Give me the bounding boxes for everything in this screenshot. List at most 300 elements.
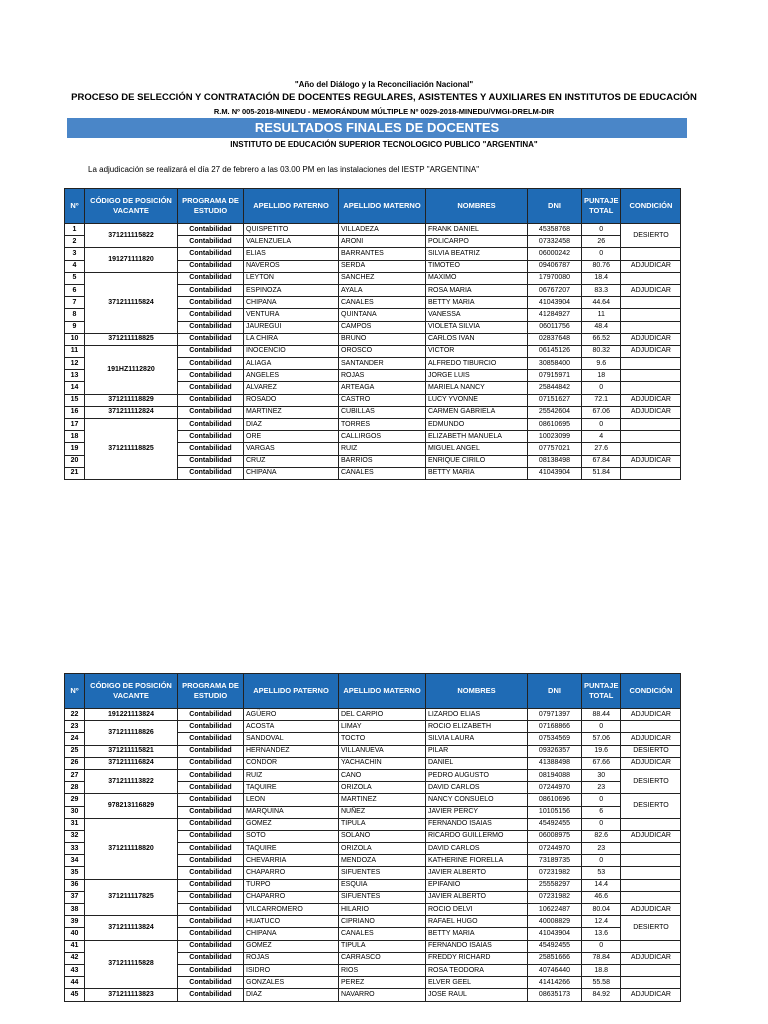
study-program: Contabilidad	[178, 406, 244, 418]
header-col-condition: CONDICIÓN	[621, 674, 681, 709]
total-score: 0	[582, 818, 621, 830]
first-names: LIZARDO ELIAS	[426, 709, 528, 721]
row-number: 30	[65, 806, 85, 818]
paternal-surname: HUATUCO	[244, 916, 339, 928]
vacancy-code: 371211113824	[85, 916, 178, 940]
total-score: 0	[582, 248, 621, 260]
table-row	[65, 272, 681, 284]
first-names: MARIELA NANCY	[426, 382, 528, 394]
paternal-surname: TURPO	[244, 879, 339, 891]
table-header-row	[65, 674, 681, 709]
table-row	[65, 794, 681, 806]
condition-status	[621, 382, 681, 394]
first-names: TIMOTEO	[426, 260, 528, 272]
row-number: 36	[65, 879, 85, 891]
total-score: 80.76	[582, 260, 621, 272]
condition-status: DESIERTO	[621, 224, 681, 248]
dni: 41388498	[528, 757, 582, 769]
study-program: Contabilidad	[178, 709, 244, 721]
study-program: Contabilidad	[178, 370, 244, 382]
condition-status: ADJUDICAR	[621, 260, 681, 272]
resolution-line: R.M. Nº 005-2018-MINEDU - MEMORÁNDUM MÚLTIPLE Nº 0029-2018-MINEDU/VMGI-DRELM-DIR	[213, 107, 555, 116]
paternal-surname: MARTINEZ	[244, 406, 339, 418]
first-names: RAFAEL HUGO	[426, 916, 528, 928]
condition-status	[621, 248, 681, 260]
first-names: LUCY YVONNE	[426, 394, 528, 406]
first-names: JAVIER PERCY	[426, 806, 528, 818]
header-col-maternal: APELLIDO MATERNO	[339, 674, 426, 709]
condition-status	[621, 940, 681, 952]
study-program: Contabilidad	[178, 928, 244, 940]
dni: 09406787	[528, 260, 582, 272]
condition-status	[621, 309, 681, 321]
header-col-names: NOMBRES	[426, 189, 528, 224]
dni: 07231982	[528, 891, 582, 903]
row-number: 21	[65, 467, 85, 479]
row-number: 8	[65, 309, 85, 321]
total-score: 66.52	[582, 333, 621, 345]
condition-status	[621, 321, 681, 333]
maternal-surname: OROSCO	[339, 345, 426, 357]
vacancy-code: 371211113823	[85, 989, 178, 1001]
dni: 07971397	[528, 709, 582, 721]
study-program: Contabilidad	[178, 782, 244, 794]
table-row	[65, 709, 681, 721]
row-number: 28	[65, 782, 85, 794]
study-program: Contabilidad	[178, 297, 244, 309]
dni: 41414266	[528, 977, 582, 989]
paternal-surname: CHAPARRO	[244, 891, 339, 903]
dni: 73189735	[528, 855, 582, 867]
condition-status	[621, 818, 681, 830]
header-col-program: PROGRAMA DE ESTUDIO	[178, 674, 244, 709]
condition-status: ADJUDICAR	[621, 345, 681, 357]
condition-status	[621, 419, 681, 431]
maternal-surname: DEL CARPIO	[339, 709, 426, 721]
maternal-surname: LIMAY	[339, 721, 426, 733]
paternal-surname: CHIPANA	[244, 297, 339, 309]
row-number: 19	[65, 443, 85, 455]
study-program: Contabilidad	[178, 248, 244, 260]
row-number: 7	[65, 297, 85, 309]
row-number: 2	[65, 236, 85, 248]
paternal-surname: LEON	[244, 794, 339, 806]
header-col-paternal: APELLIDO PATERNO	[244, 189, 339, 224]
table-row	[65, 394, 681, 406]
paternal-surname: VALENZUELA	[244, 236, 339, 248]
dni: 06011756	[528, 321, 582, 333]
header-col-number: Nº	[65, 189, 85, 224]
study-program: Contabilidad	[178, 806, 244, 818]
first-names: JORGE LUIS	[426, 370, 528, 382]
maternal-surname: PEREZ	[339, 977, 426, 989]
paternal-surname: RUIZ	[244, 769, 339, 781]
dni: 30858400	[528, 358, 582, 370]
results-table-2	[64, 673, 681, 1002]
total-score: 0	[582, 940, 621, 952]
vacancy-code: 371211113822	[85, 769, 178, 793]
paternal-surname: AGÜERO	[244, 709, 339, 721]
paternal-surname: ALVAREZ	[244, 382, 339, 394]
dni: 07915971	[528, 370, 582, 382]
paternal-surname: ORE	[244, 431, 339, 443]
paternal-surname: DIAZ	[244, 419, 339, 431]
header-col-score: PUNTAJE TOTAL	[582, 189, 621, 224]
first-names: KATHERINE FIORELLA	[426, 855, 528, 867]
first-names: ROCIO ELIZABETH	[426, 721, 528, 733]
maternal-surname: TOCTO	[339, 733, 426, 745]
vacancy-code: 371211118825	[85, 333, 178, 345]
dni: 07244970	[528, 843, 582, 855]
study-program: Contabilidad	[178, 757, 244, 769]
dni: 08610696	[528, 794, 582, 806]
maternal-surname: BARRANTES	[339, 248, 426, 260]
first-names: ROCIO DELVI	[426, 904, 528, 916]
study-program: Contabilidad	[178, 977, 244, 989]
paternal-surname: DIAZ	[244, 989, 339, 1001]
paternal-surname: MARQUINA	[244, 806, 339, 818]
row-number: 12	[65, 358, 85, 370]
maternal-surname: SERDA	[339, 260, 426, 272]
dni: 06000242	[528, 248, 582, 260]
dni: 08610695	[528, 419, 582, 431]
study-program: Contabilidad	[178, 733, 244, 745]
condition-status	[621, 879, 681, 891]
maternal-surname: CANO	[339, 769, 426, 781]
row-number: 43	[65, 964, 85, 976]
total-score: 67.06	[582, 406, 621, 418]
total-score: 27.6	[582, 443, 621, 455]
dni: 41043904	[528, 297, 582, 309]
study-program: Contabilidad	[178, 443, 244, 455]
study-program: Contabilidad	[178, 431, 244, 443]
paternal-surname: ACOSTA	[244, 721, 339, 733]
condition-status: ADJUDICAR	[621, 830, 681, 842]
study-program: Contabilidad	[178, 879, 244, 891]
paternal-surname: SOTO	[244, 830, 339, 842]
first-names: DANIEL	[426, 757, 528, 769]
condition-status	[621, 297, 681, 309]
row-number: 5	[65, 272, 85, 284]
maternal-surname: CANALES	[339, 467, 426, 479]
condition-status	[621, 370, 681, 382]
table-row	[65, 248, 681, 260]
results-table-1	[64, 188, 681, 480]
condition-status: ADJUDICAR	[621, 757, 681, 769]
paternal-surname: INOCENCIO	[244, 345, 339, 357]
row-number: 23	[65, 721, 85, 733]
paternal-surname: ROSADO	[244, 394, 339, 406]
row-number: 9	[65, 321, 85, 333]
total-score: 67.84	[582, 455, 621, 467]
motto: "Año del Diálogo y la Reconciliación Nacional"	[294, 80, 474, 89]
row-number: 11	[65, 345, 85, 357]
vacancy-code: 371211118826	[85, 721, 178, 745]
total-score: 72.1	[582, 394, 621, 406]
first-names: CARLOS IVAN	[426, 333, 528, 345]
condition-status	[621, 272, 681, 284]
paternal-surname: GOMEZ	[244, 940, 339, 952]
row-number: 27	[65, 769, 85, 781]
row-number: 13	[65, 370, 85, 382]
maternal-surname: ARONI	[339, 236, 426, 248]
total-score: 18	[582, 370, 621, 382]
condition-status	[621, 358, 681, 370]
condition-status: DESIERTO	[621, 916, 681, 940]
condition-status	[621, 843, 681, 855]
study-program: Contabilidad	[178, 224, 244, 236]
dni: 09326357	[528, 745, 582, 757]
dni: 07168866	[528, 721, 582, 733]
table-row	[65, 333, 681, 345]
condition-status	[621, 867, 681, 879]
study-program: Contabilidad	[178, 769, 244, 781]
vacancy-code: 371211115824	[85, 272, 178, 333]
paternal-surname: ALIAGA	[244, 358, 339, 370]
maternal-surname: SIFUENTES	[339, 867, 426, 879]
study-program: Contabilidad	[178, 891, 244, 903]
header-col-code: CÓDIGO DE POSICIÓN VACANTE	[85, 674, 178, 709]
total-score: 0	[582, 794, 621, 806]
first-names: VICTOR	[426, 345, 528, 357]
total-score: 55.58	[582, 977, 621, 989]
vacancy-code: 191HZ1112820	[85, 345, 178, 394]
dni: 08138498	[528, 455, 582, 467]
first-names: PEDRO AUGUSTO	[426, 769, 528, 781]
institute-name: INSTITUTO DE EDUCACIÓN SUPERIOR TECNOLOGICO PUBLICO "ARGENTINA"	[230, 140, 538, 149]
paternal-surname: VILCARROMERO	[244, 904, 339, 916]
dni: 40008829	[528, 916, 582, 928]
paternal-surname: ROJAS	[244, 952, 339, 964]
maternal-surname: NAVARRO	[339, 989, 426, 1001]
condition-status: DESIERTO	[621, 745, 681, 757]
row-number: 35	[65, 867, 85, 879]
first-names: JAVIER ALBERTO	[426, 867, 528, 879]
paternal-surname: GOMEZ	[244, 818, 339, 830]
total-score: 18.8	[582, 964, 621, 976]
condition-status: DESIERTO	[621, 769, 681, 793]
vacancy-code: 371211118825	[85, 419, 178, 480]
study-program: Contabilidad	[178, 284, 244, 296]
total-score: 82.6	[582, 830, 621, 842]
dni: 10622487	[528, 904, 582, 916]
total-score: 78.84	[582, 952, 621, 964]
condition-status: ADJUDICAR	[621, 455, 681, 467]
first-names: ELIZABETH MANUELA	[426, 431, 528, 443]
first-names: BETTY MARIA	[426, 928, 528, 940]
maternal-surname: SOLANO	[339, 830, 426, 842]
maternal-surname: BARRIOS	[339, 455, 426, 467]
dni: 45358768	[528, 224, 582, 236]
condition-status	[621, 891, 681, 903]
study-program: Contabilidad	[178, 989, 244, 1001]
row-number: 10	[65, 333, 85, 345]
study-program: Contabilidad	[178, 794, 244, 806]
condition-status	[621, 467, 681, 479]
maternal-surname: CUBILLAS	[339, 406, 426, 418]
maternal-surname: BRUNO	[339, 333, 426, 345]
condition-status: ADJUDICAR	[621, 904, 681, 916]
condition-status: ADJUDICAR	[621, 952, 681, 964]
maternal-surname: CALLIRGOS	[339, 431, 426, 443]
condition-status	[621, 721, 681, 733]
first-names: SILVIA BEATRIZ	[426, 248, 528, 260]
vacancy-code: 371211117825	[85, 879, 178, 916]
first-names: NANCY CONSUELO	[426, 794, 528, 806]
first-names: DAVID CARLOS	[426, 843, 528, 855]
dni: 17970080	[528, 272, 582, 284]
paternal-surname: ANGELES	[244, 370, 339, 382]
maternal-surname: YACHACHIN	[339, 757, 426, 769]
condition-status: ADJUDICAR	[621, 406, 681, 418]
table-row	[65, 879, 681, 891]
study-program: Contabilidad	[178, 394, 244, 406]
table-row	[65, 224, 681, 236]
total-score: 46.6	[582, 891, 621, 903]
row-number: 32	[65, 830, 85, 842]
total-score: 23	[582, 843, 621, 855]
study-program: Contabilidad	[178, 916, 244, 928]
dni: 06008975	[528, 830, 582, 842]
table-row	[65, 916, 681, 928]
header-col-score: PUNTAJE TOTAL	[582, 674, 621, 709]
total-score: 23	[582, 782, 621, 794]
vacancy-code: 371211115828	[85, 940, 178, 989]
row-number: 22	[65, 709, 85, 721]
maternal-surname: CAMPOS	[339, 321, 426, 333]
first-names: FERNANDO ISAIAS	[426, 818, 528, 830]
dni: 02837648	[528, 333, 582, 345]
maternal-surname: RUIZ	[339, 443, 426, 455]
vacancy-code: 371211115822	[85, 224, 178, 248]
total-score: 0	[582, 419, 621, 431]
paternal-surname: VARGAS	[244, 443, 339, 455]
study-program: Contabilidad	[178, 467, 244, 479]
row-number: 20	[65, 455, 85, 467]
total-score: 57.06	[582, 733, 621, 745]
study-program: Contabilidad	[178, 309, 244, 321]
maternal-surname: TORRES	[339, 419, 426, 431]
first-names: ELVER GEEL	[426, 977, 528, 989]
paternal-surname: HERNANDEZ	[244, 745, 339, 757]
first-names: BETTY MARIA	[426, 467, 528, 479]
table-row	[65, 345, 681, 357]
row-number: 6	[65, 284, 85, 296]
row-number: 34	[65, 855, 85, 867]
total-score: 14.4	[582, 879, 621, 891]
condition-status	[621, 431, 681, 443]
condition-status: ADJUDICAR	[621, 284, 681, 296]
total-score: 4	[582, 431, 621, 443]
paternal-surname: TAQUIRE	[244, 782, 339, 794]
study-program: Contabilidad	[178, 818, 244, 830]
study-program: Contabilidad	[178, 843, 244, 855]
condition-status	[621, 964, 681, 976]
first-names: FREDDY RICHARD	[426, 952, 528, 964]
paternal-surname: TAQUIRE	[244, 843, 339, 855]
condition-status: ADJUDICAR	[621, 394, 681, 406]
paternal-surname: CONDOR	[244, 757, 339, 769]
dni: 06767207	[528, 284, 582, 296]
row-number: 44	[65, 977, 85, 989]
study-program: Contabilidad	[178, 830, 244, 842]
maternal-surname: VILLADEZA	[339, 224, 426, 236]
total-score: 19.6	[582, 745, 621, 757]
maternal-surname: ROJAS	[339, 370, 426, 382]
paternal-surname: ELIAS	[244, 248, 339, 260]
first-names: ROSA TEODORA	[426, 964, 528, 976]
maternal-surname: VILLANUEVA	[339, 745, 426, 757]
total-score: 0	[582, 382, 621, 394]
total-score: 30	[582, 769, 621, 781]
condition-status	[621, 977, 681, 989]
document-title: PROCESO DE SELECCIÓN Y CONTRATACIÓN DE DOCENTES REGULARES, ASISTENTES Y AUXILIARES EN INSTITUTOS DE EDUCACIÓN	[71, 92, 697, 103]
dni: 07231982	[528, 867, 582, 879]
total-score: 18.4	[582, 272, 621, 284]
table-row	[65, 769, 681, 781]
condition-status	[621, 855, 681, 867]
header-col-names: NOMBRES	[426, 674, 528, 709]
header-col-code: CÓDIGO DE POSICIÓN VACANTE	[85, 189, 178, 224]
vacancy-code: 371211116824	[85, 757, 178, 769]
maternal-surname: RIOS	[339, 964, 426, 976]
results-banner: RESULTADOS FINALES DE DOCENTES	[67, 118, 687, 138]
row-number: 45	[65, 989, 85, 1001]
study-program: Contabilidad	[178, 345, 244, 357]
header-col-paternal: APELLIDO PATERNO	[244, 674, 339, 709]
condition-status	[621, 443, 681, 455]
first-names: JOSE RAUL	[426, 989, 528, 1001]
paternal-surname: CHIPANA	[244, 467, 339, 479]
row-number: 14	[65, 382, 85, 394]
table-row	[65, 406, 681, 418]
table-row	[65, 940, 681, 952]
maternal-surname: MENDOZA	[339, 855, 426, 867]
maternal-surname: SANTANDER	[339, 358, 426, 370]
vacancy-code: 978213116829	[85, 794, 178, 818]
dni: 45492455	[528, 940, 582, 952]
dni: 07151627	[528, 394, 582, 406]
study-program: Contabilidad	[178, 260, 244, 272]
first-names: JAVIER ALBERTO	[426, 891, 528, 903]
maternal-surname: CASTRO	[339, 394, 426, 406]
first-names: VIOLETA SILVIA	[426, 321, 528, 333]
maternal-surname: HILARIO	[339, 904, 426, 916]
first-names: RICARDO GUILLERMO	[426, 830, 528, 842]
row-number: 17	[65, 419, 85, 431]
first-names: DAVID CARLOS	[426, 782, 528, 794]
condition-status: ADJUDICAR	[621, 989, 681, 1001]
first-names: EPIFANIO	[426, 879, 528, 891]
row-number: 31	[65, 818, 85, 830]
paternal-surname: JAUREGUI	[244, 321, 339, 333]
header-col-condition: CONDICIÓN	[621, 189, 681, 224]
maternal-surname: AYALA	[339, 284, 426, 296]
study-program: Contabilidad	[178, 721, 244, 733]
total-score: 0	[582, 855, 621, 867]
study-program: Contabilidad	[178, 904, 244, 916]
first-names: BETTY MARIA	[426, 297, 528, 309]
maternal-surname: TIPULA	[339, 940, 426, 952]
first-names: CARMEN GABRIELA	[426, 406, 528, 418]
dni: 41043904	[528, 467, 582, 479]
paternal-surname: QUISPETITO	[244, 224, 339, 236]
paternal-surname: NAVEROS	[244, 260, 339, 272]
study-program: Contabilidad	[178, 321, 244, 333]
dni: 07534569	[528, 733, 582, 745]
paternal-surname: LEYTON	[244, 272, 339, 284]
row-number: 3	[65, 248, 85, 260]
